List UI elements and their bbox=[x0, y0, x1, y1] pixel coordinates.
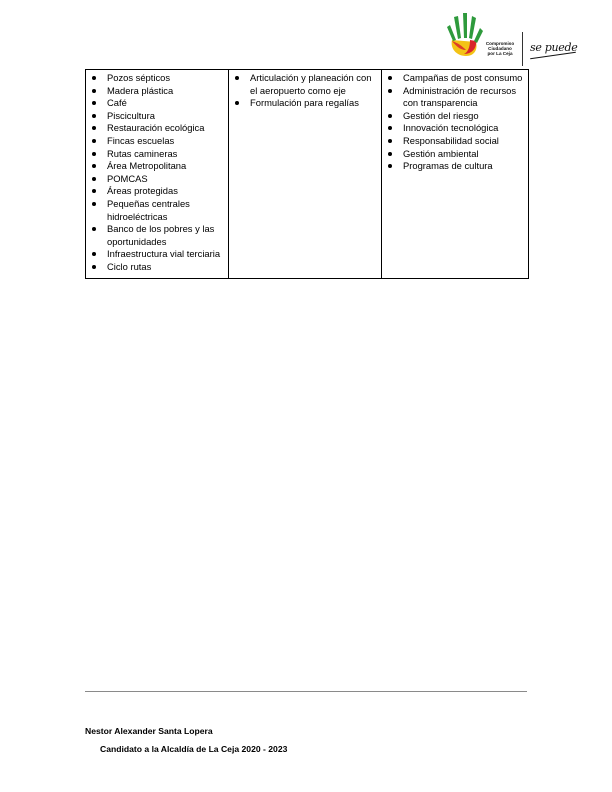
list-item-text: Rutas camineras bbox=[107, 147, 178, 159]
bullet-icon bbox=[92, 252, 96, 256]
list-item-text: Responsabilidad social bbox=[403, 134, 499, 146]
list-item-text: Pozos sépticos bbox=[107, 72, 171, 83]
list-item-text: Administración de recursos con transparencia bbox=[403, 84, 517, 109]
list-item bbox=[385, 122, 525, 135]
list-item bbox=[89, 148, 225, 161]
bullet-icon bbox=[92, 76, 96, 80]
list-item bbox=[89, 160, 225, 173]
list-item bbox=[89, 135, 225, 148]
list-item-text: Pequeñas centrales hidroeléctricas bbox=[107, 197, 190, 222]
list-item-text: Programas de cultura bbox=[403, 160, 493, 172]
table-row bbox=[86, 70, 529, 279]
proposals-table bbox=[85, 69, 529, 279]
bullet-list bbox=[89, 72, 225, 274]
list-item bbox=[89, 185, 225, 198]
list-item bbox=[385, 160, 525, 173]
bullet-icon bbox=[92, 177, 96, 181]
list-item bbox=[89, 122, 225, 135]
list-item-text: POMCAS bbox=[107, 172, 148, 184]
list-item-text: Madera plástica bbox=[107, 84, 174, 96]
list-item-text: Infraestructura vial terciaria bbox=[107, 248, 221, 260]
list-item bbox=[89, 85, 225, 98]
hand-logo-icon bbox=[444, 10, 484, 58]
list-item bbox=[89, 72, 225, 85]
list-item bbox=[89, 248, 225, 261]
list-item-text: Gestión del riesgo bbox=[403, 109, 479, 121]
list-item bbox=[385, 135, 525, 148]
bullet-icon bbox=[388, 126, 392, 130]
list-item bbox=[89, 261, 225, 274]
list-item bbox=[385, 110, 525, 123]
logo-line: Compromiso bbox=[485, 41, 515, 46]
list-item-text: Ciclo rutas bbox=[107, 260, 152, 272]
candidate-role: Candidato a la Alcaldía de La Ceja 2020 - 2023 bbox=[100, 744, 288, 754]
bullet-icon bbox=[92, 164, 96, 168]
list-item bbox=[232, 72, 378, 97]
bullet-icon bbox=[388, 114, 392, 118]
bullet-icon bbox=[388, 139, 392, 143]
list-item bbox=[89, 198, 225, 223]
list-item-text: Campañas de post consumo bbox=[403, 72, 523, 83]
bullet-icon bbox=[92, 101, 96, 105]
list-item bbox=[232, 97, 378, 110]
list-item-text: Gestión ambiental bbox=[403, 147, 479, 159]
bullet-icon bbox=[235, 101, 239, 105]
list-item bbox=[385, 85, 525, 110]
bullet-icon bbox=[388, 164, 392, 168]
footer-divider bbox=[85, 691, 527, 692]
list-item bbox=[89, 223, 225, 248]
bullet-list bbox=[385, 72, 525, 173]
bullet-icon bbox=[92, 227, 96, 231]
bullet-icon bbox=[92, 152, 96, 156]
bullet-icon bbox=[388, 89, 392, 93]
logo-slogan: se puede bbox=[530, 41, 578, 54]
list-item-text: Formulación para regalías bbox=[250, 97, 359, 109]
list-item bbox=[89, 97, 225, 110]
bullet-icon bbox=[92, 139, 96, 143]
list-item-text: Banco de los pobres y las oportunidades bbox=[107, 223, 215, 247]
bullet-icon bbox=[92, 126, 96, 130]
bullet-icon bbox=[92, 202, 96, 206]
logo-divider bbox=[522, 32, 523, 66]
list-item-text: Innovación tecnológica bbox=[403, 122, 499, 134]
table-cell-col1 bbox=[86, 70, 229, 279]
list-item-text: Área Metropolitana bbox=[107, 160, 187, 172]
bullet-icon bbox=[388, 152, 392, 156]
list-item bbox=[89, 173, 225, 186]
logo-line: por La Ceja bbox=[487, 51, 513, 56]
list-item-text: Piscicultura bbox=[107, 109, 155, 121]
list-item-text: Articulación y planeación con el aeropuerto como eje bbox=[250, 72, 372, 96]
bullet-icon bbox=[92, 89, 96, 93]
logo-line: Ciudadano bbox=[488, 46, 512, 51]
candidate-name: Nestor Alexander Santa Lopera bbox=[85, 726, 213, 736]
table-cell-col2 bbox=[229, 70, 382, 279]
table-cell-col3 bbox=[382, 70, 529, 279]
bullet-list bbox=[232, 72, 378, 110]
list-item-text: Restauración ecológica bbox=[107, 122, 205, 134]
list-item bbox=[385, 72, 525, 85]
list-item bbox=[385, 148, 525, 161]
bullet-icon bbox=[388, 76, 392, 80]
bullet-icon bbox=[92, 114, 96, 118]
logo-wordmark bbox=[482, 41, 518, 56]
bullet-icon bbox=[92, 189, 96, 193]
bullet-icon bbox=[92, 265, 96, 269]
campaign-logo bbox=[444, 10, 584, 62]
list-item-text: Fincas escuelas bbox=[107, 134, 175, 146]
list-item-text: Áreas protegidas bbox=[107, 185, 178, 197]
list-item bbox=[89, 110, 225, 123]
list-item-text: Café bbox=[107, 97, 127, 109]
bullet-icon bbox=[235, 76, 239, 80]
